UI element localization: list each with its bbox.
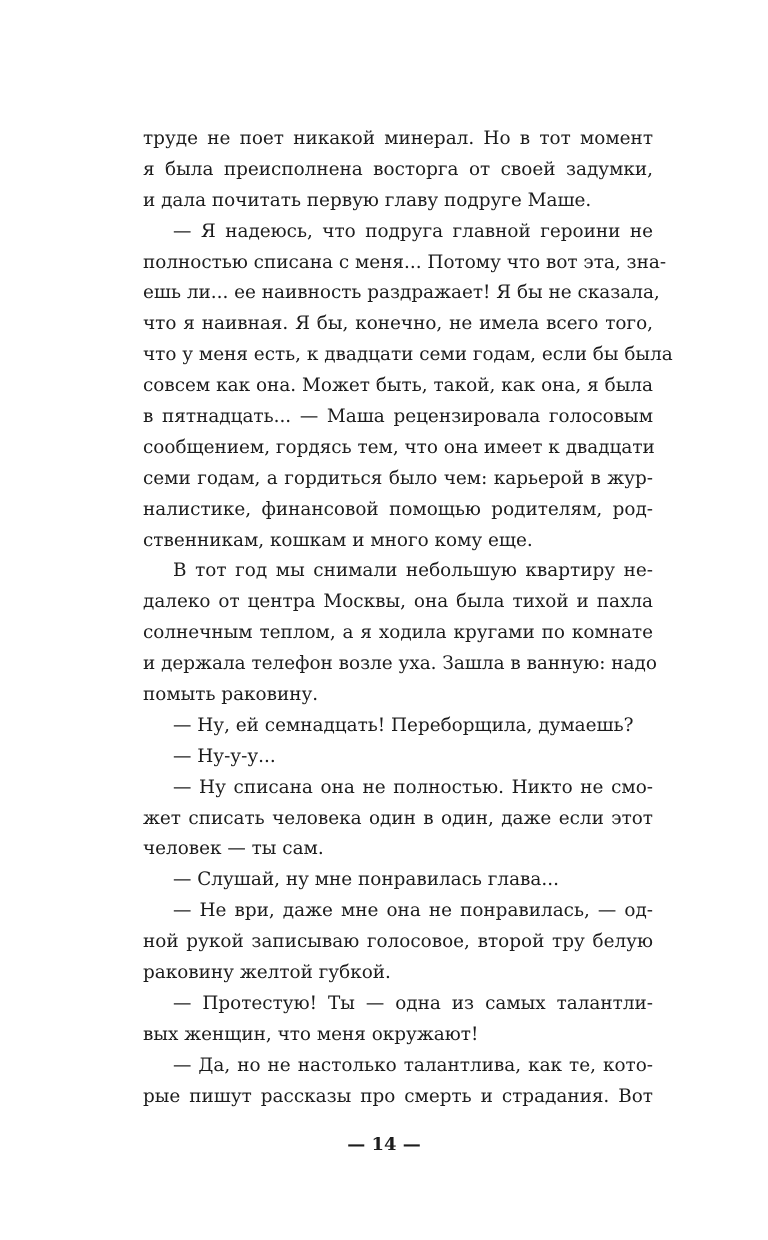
text-line: ственникам, кошкам и много кому еще.: [143, 529, 533, 551]
text-line: помыть раковину.: [143, 684, 319, 706]
text-line: — Ну списана она не полностью. Никто не смо-: [173, 776, 653, 798]
text-line: — Протестую! Ты — одна из самых талантли-: [173, 992, 653, 1014]
text-line: — Я надеюсь, что подруга главной героини не: [173, 220, 653, 242]
text-line: ной рукой записываю голосовое, второй тру белую: [143, 931, 653, 953]
text-line: семи годам, а гордиться было чем: карьерой в жур-: [143, 467, 653, 489]
text-line: — Ну-у-у...: [173, 745, 276, 767]
text-line: в пятнадцать... — Маша рецензировала голосовым: [143, 406, 653, 428]
text-line: совсем как она. Может быть, такой, как она, я была: [143, 375, 653, 397]
text-line: жет списать человека один в один, даже если этот: [143, 807, 653, 829]
text-line: и дала почитать первую главу подруге Маше.: [143, 189, 592, 211]
text-line: человек — ты сам.: [143, 838, 324, 860]
text-line: я была преисполнена восторга от своей задумки,: [143, 158, 653, 180]
text-line: что я наивная. Я бы, конечно, не имела всего того,: [143, 313, 653, 335]
text-line: — Не ври, даже мне она не понравилась, — од-: [173, 900, 653, 922]
text-line: налистике, финансовой помощью родителям, род-: [143, 498, 653, 520]
text-line: вых женщин, что меня окружают!: [143, 1023, 479, 1045]
text-line: и держала телефон возле уха. Зашла в ванную: надо: [143, 653, 657, 675]
text-line: что у меня есть, к двадцати семи годам, если бы была: [143, 344, 673, 366]
text-line: солнечным теплом, а я ходила кругами по комнате: [143, 622, 653, 644]
text-line: раковину желтой губкой.: [143, 962, 391, 984]
text-line: рые пишут рассказы про смерть и страдания. Вот: [143, 1085, 653, 1107]
text-line: далеко от центра Москвы, она была тихой и пахла: [143, 591, 653, 613]
text-line: — Ну, ей семнадцать! Переборщила, думаешь?: [173, 714, 634, 736]
text-line: В тот год мы снимали небольшую квартиру не-: [173, 560, 653, 582]
body-text: [143, 124, 673, 1113]
page-number: — 14 —: [347, 1134, 421, 1155]
text-line: сообщением, гордясь тем, что она имеет к двадцати: [143, 436, 655, 458]
text-line: полностью списана с меня... Потому что вот эта, зна-: [143, 251, 667, 273]
text-line: ешь ли... ее наивность раздражает! Я бы не сказала,: [143, 282, 660, 304]
text-line: — Слушай, ну мне понравилась глава...: [173, 869, 559, 891]
text-line: — Да, но не настолько талантлива, как те, кото-: [173, 1054, 653, 1076]
text-line: труде не поет никакой минерал. Но в тот момент: [143, 128, 653, 149]
